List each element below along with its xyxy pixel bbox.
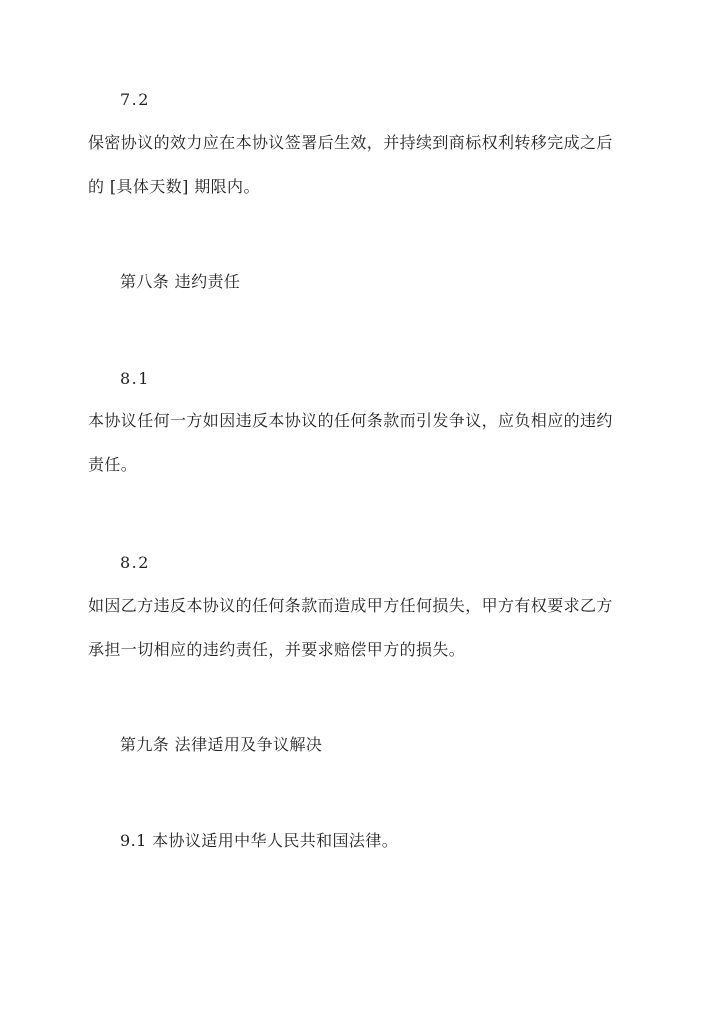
section-8-1-text-line-2: 责任。	[88, 455, 138, 474]
section-7-2-text-line-1: 保密协议的效力应在本协议签署后生效，并持续到商标权利转移完成之后	[88, 133, 613, 152]
article-9-heading: 第九条 法律适用及争议解决	[120, 735, 323, 754]
section-7-2-text-line-2: 的 [具体天数] 期限内。	[88, 177, 260, 196]
section-7-2-number: 7.2	[120, 90, 150, 109]
section-8-2-text-line-1: 如因乙方违反本协议的任何条款而造成甲方任何损失，甲方有权要求乙方	[88, 596, 613, 615]
article-8-heading: 第八条 违约责任	[120, 272, 241, 291]
section-8-2-text-line-2: 承担一切相应的违约责任，并要求赔偿甲方的损失。	[88, 640, 466, 659]
section-8-1-text-line-1: 本协议任何一方如因违反本协议的任何条款而引发争议，应负相应的违约	[88, 411, 613, 430]
section-8-2-number: 8.2	[120, 553, 150, 572]
section-9-1-text: 9.1 本协议适用中华人民共和国法律。	[120, 831, 399, 850]
section-8-1-number: 8.1	[120, 369, 150, 388]
